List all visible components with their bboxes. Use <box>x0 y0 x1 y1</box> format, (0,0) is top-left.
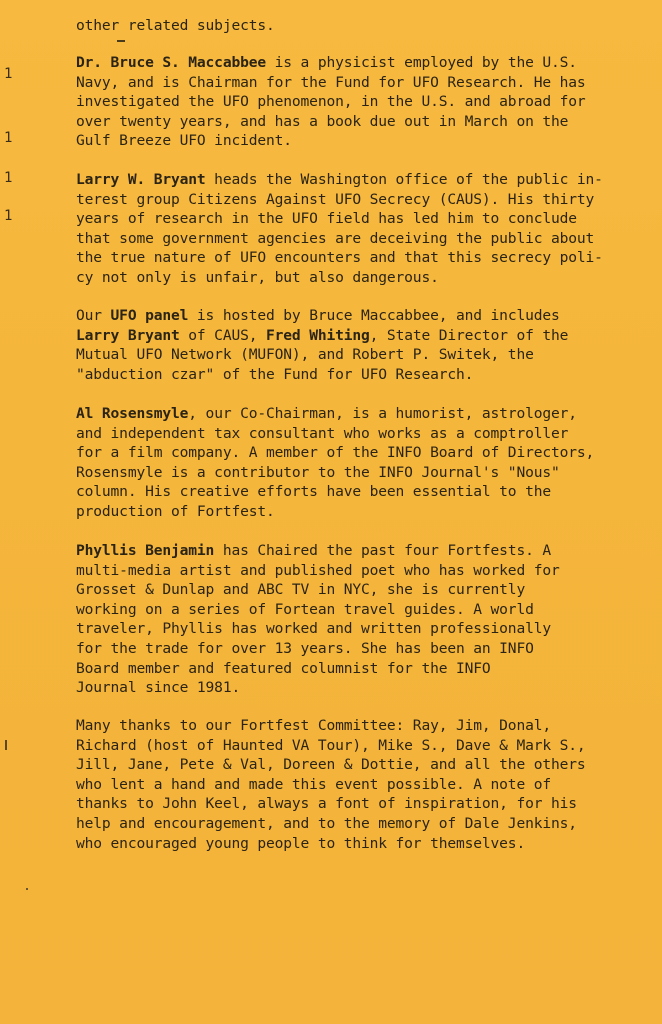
text-fragment: is hosted by Bruce Maccabbee, and includes <box>188 307 560 324</box>
bio-rosensmyle <box>76 404 660 522</box>
text-line: multi-media artist and published poet who has worked for <box>76 561 560 579</box>
person-name: Fred Whiting <box>266 326 370 344</box>
text-line: production of Fortfest. <box>76 502 275 520</box>
text-line <box>76 306 660 326</box>
text-line: terest group Citizens Against UFO Secrecy (CAUS). His thirty <box>76 190 595 208</box>
text-fragment: has Chaired the past four Fortfests. A <box>214 542 551 559</box>
text-line: over twenty years, and has a book due out in March on the <box>76 112 569 130</box>
thanks-paragraph <box>76 716 660 853</box>
text-fragment: , State Director of the <box>369 326 569 344</box>
bio-benjamin <box>76 541 660 698</box>
text-line: the true nature of UFO encounters and that this secrecy poli- <box>76 249 603 267</box>
text-line: Rosensmyle is a contributor to the INFO Journal's "Nous" <box>76 463 560 481</box>
margin-number: 1 <box>4 170 13 186</box>
person-name: Al Rosensmyle <box>76 405 189 422</box>
person-name: Larry W. Bryant <box>76 171 206 188</box>
margin-number: 1 <box>4 130 13 146</box>
paper-speck <box>26 888 28 890</box>
text-line <box>76 541 660 561</box>
text-line: Grosset & Dunlap and ABC TV in NYC, she is currently <box>76 581 526 599</box>
margin-tick-mark <box>5 740 7 750</box>
text-line: column. His creative efforts have been essential to the <box>76 483 551 501</box>
text-line <box>76 170 660 190</box>
text-fragment: heads the Washington office of the public in- <box>205 171 603 188</box>
ufo-panel-paragraph <box>76 306 660 384</box>
text-line: Navy, and is Chairman for the Fund for UFO Research. He has <box>76 73 586 91</box>
text-line: for the trade for over 13 years. She has been an INFO <box>76 639 534 657</box>
margin-number: 1 <box>4 66 13 82</box>
text-line: Jill, Jane, Pete & Val, Doreen & Dottie, and all the others <box>76 756 586 774</box>
text-line: thanks to John Keel, always a font of inspiration, for his <box>76 795 577 813</box>
text-line <box>76 326 660 346</box>
dash-mark <box>117 40 125 42</box>
text-line: Gulf Breeze UFO incident. <box>76 132 292 150</box>
bio-maccabbee <box>76 53 660 151</box>
text-line: and independent tax consultant who works as a comptroller <box>76 424 569 442</box>
text-line: who encouraged young people to think for themselves. <box>76 834 526 852</box>
intro-paragraph <box>76 16 660 36</box>
text-line: working on a series of Fortean travel guides. A world <box>76 600 534 618</box>
text-line: that some government agencies are deceiving the public about <box>76 229 595 247</box>
text-line: Richard (host of Haunted VA Tour), Mike S., Dave & Mark S., <box>76 736 586 754</box>
text-line: traveler, Phyllis has worked and written professionally <box>76 620 551 638</box>
text-line: who lent a hand and made this event possible. A note of <box>76 775 551 793</box>
text-line: Mutual UFO Network (MUFON), and Robert P. Switek, the <box>76 346 534 364</box>
text-line: years of research in the UFO field has led him to conclude <box>76 210 577 228</box>
text-line <box>76 53 660 73</box>
text-line: cy not only is unfair, but also dangerous. <box>76 268 439 286</box>
bio-bryant <box>76 170 660 288</box>
text-fragment: of CAUS, <box>179 326 267 344</box>
text-line: for a film company. A member of the INFO Board of Directors, <box>76 444 595 462</box>
panel-title: UFO panel <box>110 307 189 324</box>
intro-line: other related subjects. <box>76 17 275 34</box>
text-line: investigated the UFO phenomenon, in the U.S. and abroad for <box>76 93 586 111</box>
text-line: Journal since 1981. <box>76 679 241 697</box>
text-line: Many thanks to our Fortfest Committee: Ray, Jim, Donal, <box>76 717 551 734</box>
text-line <box>76 404 660 424</box>
margin-number: 1 <box>4 208 13 224</box>
text-line: "abduction czar" of the Fund for UFO Research. <box>76 365 474 383</box>
text-line: Board member and featured columnist for the INFO <box>76 659 491 677</box>
text-fragment: Our <box>76 307 111 324</box>
person-name: Phyllis Benjamin <box>76 542 215 559</box>
text-line: help and encouragement, and to the memory of Dale Jenkins, <box>76 814 577 832</box>
text-fragment: is a physicist employed by the U.S. <box>266 54 577 71</box>
person-name: Larry Bryant <box>76 326 180 344</box>
text-fragment: , our Co-Chairman, is a humorist, astrologer, <box>188 405 577 422</box>
person-name: Dr. Bruce S. Maccabbee <box>76 54 266 71</box>
